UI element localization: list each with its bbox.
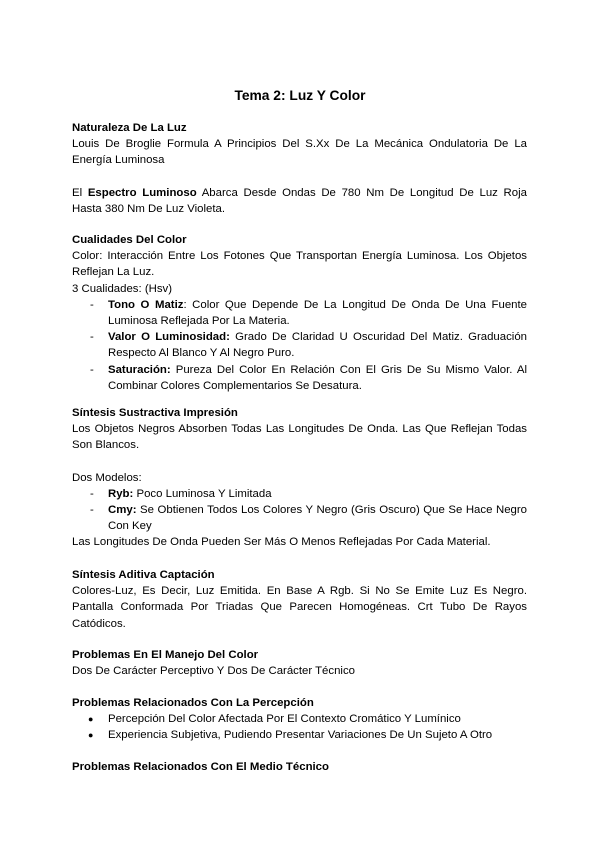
bold-term: Tono O Matiz xyxy=(108,298,184,311)
paragraph xyxy=(72,185,527,217)
section-problemas-manejo xyxy=(72,647,527,679)
section-problemas-percepcion xyxy=(72,695,527,744)
section-heading: Problemas Relacionados Con La Percepción xyxy=(72,697,314,709)
list-item xyxy=(72,711,527,727)
page-title: Tema 2: Luz Y Color xyxy=(234,88,366,103)
paragraph: Las Longitudes De Onda Pueden Ser Más O Menos Reflejadas Por Cada Material. xyxy=(72,536,491,549)
section-heading: Síntesis Sustractiva Impresión xyxy=(72,407,238,419)
text-run: Abarca Desde Ondas De 780 Nm De Longitud De Luz Roja Hasta 380 Nm De Luz Violeta. xyxy=(72,186,527,215)
section-cualidades xyxy=(72,232,527,394)
dash-marker: - xyxy=(90,298,94,311)
list-item xyxy=(72,362,527,394)
section-sintesis-aditiva xyxy=(72,567,527,632)
text-run: Experiencia Subjetiva, Pudiendo Presentar Variaciones De Un Sujeto A Otro xyxy=(108,729,493,742)
text-run: Poco Luminosa Y Limitada xyxy=(133,487,272,500)
section-heading: Síntesis Aditiva Captación xyxy=(72,569,215,581)
text-run: Grado De Claridad U Oscuridad Del Matiz. Graduación Respecto Al Blanco Y Al Negro Puro. xyxy=(108,331,527,360)
dash-marker: - xyxy=(90,487,94,500)
text-run: Se Obtienen Todos Los Colores Y Negro (Gris Oscuro) Que Se Hace Negro Con Key xyxy=(108,504,527,533)
bold-term: Valor O Luminosidad: xyxy=(108,331,230,344)
section-naturaleza xyxy=(72,120,527,217)
text-run: Pureza Del Color En Relación Con El Gris De Su Mismo Valor. Al Combinar Colores Complementarios Se Desatura. xyxy=(108,363,527,392)
list-item xyxy=(72,502,527,534)
bullet-marker: ● xyxy=(88,714,94,725)
text-run: El xyxy=(72,186,88,199)
text-run: Percepción Del Color Afectada Por El Contexto Cromático Y Lumínico xyxy=(108,713,461,726)
paragraph: Colores-Luz, Es Decir, Luz Emitida. En Base A Rgb. Si No Se Emite Luz Es Negro. Pantalla Conformada Por Triadas Que Parecen Homogéneas. Crt Tubo De Rayos Catódicos. xyxy=(72,585,527,630)
paragraph: Dos Modelos: xyxy=(72,471,142,484)
list-item xyxy=(72,329,527,361)
paragraph: Dos De Carácter Perceptivo Y Dos De Carácter Técnico xyxy=(72,665,355,678)
text-run: : Color Que Depende De La Longitud De Onda De Una Fuente Luminosa Reflejada Por La Materia. xyxy=(108,298,527,328)
section-heading: Problemas Relacionados Con El Medio Técnico xyxy=(72,761,329,773)
bold-term: Saturación: xyxy=(108,363,171,376)
paragraph: Louis De Broglie Formula A Principios Del S.Xx De La Mecánica Ondulatoria De La Energía Luminosa xyxy=(72,138,527,167)
bold-term: Espectro Luminoso xyxy=(87,186,197,199)
list-item xyxy=(72,297,527,329)
bullet-marker: ● xyxy=(88,730,94,741)
paragraph: 3 Cualidades: (Hsv) xyxy=(72,282,173,295)
dash-marker: - xyxy=(90,504,94,517)
section-problemas-tecnico xyxy=(72,759,527,775)
list-item xyxy=(72,486,527,502)
dash-marker: - xyxy=(90,331,94,344)
dash-marker: - xyxy=(90,363,94,376)
paragraph: Color: Interacción Entre Los Fotones Que Transportan Energía Luminosa. Los Objetos Reflejan La Luz. xyxy=(72,250,527,279)
paragraph: Los Objetos Negros Absorben Todas Las Longitudes De Onda. Las Que Reflejan Todas Son Blancos. xyxy=(72,423,527,452)
bold-term: Ryb: xyxy=(108,487,134,500)
section-heading: Problemas En El Manejo Del Color xyxy=(72,649,259,661)
section-sintesis-sustractiva xyxy=(72,405,527,551)
section-heading: Naturaleza De La Luz xyxy=(72,122,187,134)
section-heading: Cualidades Del Color xyxy=(72,234,187,246)
bold-term: Cmy: xyxy=(108,504,137,517)
list-item xyxy=(72,727,527,743)
